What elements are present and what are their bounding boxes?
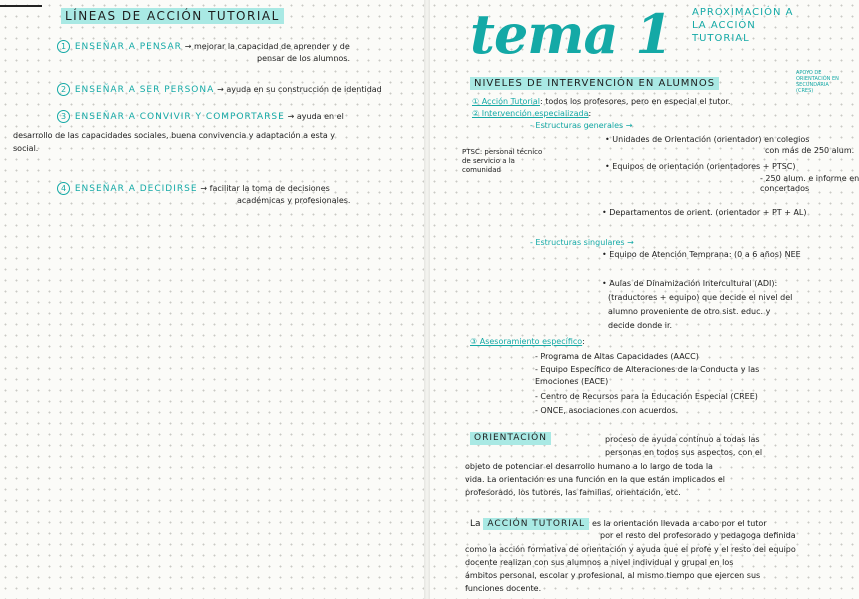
bullet-line: • Equipos de orientación (orientadores + PTSC)	[605, 162, 796, 171]
right-page	[430, 0, 859, 599]
bullet-line-cont: alumno proveniente de otro sist. educ. y	[608, 307, 771, 316]
ptsc-note: PTSC: personal técnico de servicio a la comunidad	[462, 148, 543, 174]
paragraph-line: es la orientación llevada a cabo por el tutor	[591, 519, 767, 528]
bullet-line-cont: (traductores + equipo) que decide el nivel del	[608, 293, 793, 302]
item-description-cont: pensar de los alumnos.	[257, 54, 351, 63]
subtitle-line: APROXIMACIÓN A	[692, 7, 794, 18]
left-page-title: LÍNEAS DE ACCIÓN TUTORIAL	[61, 8, 284, 24]
item-description: → ayuda en su construcción de identidad	[217, 85, 382, 94]
structure-singular: - Estructuras singulares →	[530, 238, 634, 247]
tema-subtitle	[692, 6, 793, 45]
list-item: - Centro de Recursos para la Educación Especial (CREE)	[535, 392, 758, 401]
section-heading: NIVELES DE INTERVENCIÓN EN ALUMNOS	[470, 77, 719, 90]
number-badge: 3	[57, 110, 70, 123]
level-label: ② Intervención especializada	[472, 109, 589, 118]
list-item	[13, 110, 417, 155]
number-badge: 1	[57, 40, 70, 53]
structure-general: - Estructuras generales →	[530, 121, 633, 130]
item-description-cont: académicas y profesionales.	[237, 196, 351, 205]
bullet-line: • Departamentos de orient. (orientador + PT + AL)	[602, 208, 807, 217]
paragraph-line: funciones docente.	[465, 584, 542, 593]
item-description: → ayuda en el	[287, 112, 344, 121]
bullet-line-cont: decide donde ir.	[608, 321, 673, 330]
level-label: ① Acción Tutorial	[472, 97, 540, 106]
margin-note: APOYO DE ORIENTACIÓN EN SECUNDARIA (CRES)	[796, 70, 839, 94]
item-heading: ENSEÑAR A DECIDIRSE	[74, 184, 198, 194]
paragraph-line: proceso de ayuda continuo a todas las	[605, 435, 760, 444]
level-1	[472, 96, 730, 107]
paragraph-line: vida. La orientación es una función en la que están implicados el	[465, 475, 726, 484]
paragraph-line: personas en todos sus aspectos, con el	[605, 448, 763, 457]
item-description: → mejorar la capacidad de aprender y de	[184, 42, 350, 51]
list-item	[57, 182, 350, 207]
list-item: - Programa de Altas Capacidades (AACC)	[535, 352, 699, 361]
list-item: - Equipo Específico de Alteraciones de la Conducta y las	[535, 365, 760, 374]
paragraph-line: ámbitos personal, escolar y profesional, al mismo tiempo que ejercen sus	[465, 571, 761, 580]
bullet-line-cont: con más de 250 alum.	[765, 146, 855, 155]
item-description-cont: desarrollo de las capacidades sociales, buena convivencia y adaptación a esta y social.	[13, 131, 336, 153]
bullet-line-cont: concertados	[760, 184, 810, 193]
accion-label: ACCIÓN TUTORIAL	[483, 518, 589, 530]
number-badge: 4	[57, 182, 70, 195]
accion-line	[470, 518, 767, 530]
paragraph-line: objeto de potenciar el desarrollo humano a lo largo de toda la	[465, 462, 713, 471]
level-3: ③ Asesoramiento específico:	[470, 337, 585, 346]
bullet-line: • Equipo de Atención Temprana: (0 a 6 años) NEE	[602, 250, 801, 259]
bullet-line-cont: - 250 alum. e informe en	[760, 174, 859, 183]
paragraph-line: por el resto del profesorado y pedagoga definida	[600, 531, 796, 540]
bullet-line: • Aulas de Dinamización Intercultural (ADI):	[602, 279, 778, 288]
subtitle-line: LA ACCIÓN	[692, 20, 756, 31]
orientacion-label: ORIENTACIÓN	[470, 432, 551, 445]
item-heading: ENSEÑAR A SER PERSONA	[74, 85, 215, 95]
number-badge: 2	[57, 83, 70, 96]
item-description: → facilitar la toma de decisiones	[200, 184, 330, 193]
left-page	[0, 0, 424, 599]
list-item: Emociones (EACE)	[535, 377, 609, 386]
level-text: : todos los profesores, pero en especial el tutor.	[539, 97, 731, 106]
list-item	[57, 83, 382, 96]
paragraph-line: docente realizan con sus alumnos a nivel individual y grupal en los	[465, 558, 734, 567]
paragraph-line: como la acción formativa de orientación y ayuda que el profe y el resto del equipo	[465, 545, 796, 554]
level-label: ③ Asesoramiento específico	[470, 337, 583, 346]
paragraph-line: profesorado, los tutores, las familias, orientación, etc.	[465, 488, 681, 497]
accion-prefix: La	[470, 519, 481, 529]
level-2: ② Intervención especializada:	[472, 109, 592, 118]
bullet-line: • Unidades de Orientación (orientador) en colegios	[605, 135, 810, 144]
subtitle-line: TUTORIAL	[692, 33, 750, 44]
list-item	[57, 40, 350, 65]
list-item: - ONCE, asociaciones con acuerdos.	[535, 406, 679, 415]
tema-title: tema 1	[470, 2, 672, 66]
item-heading: ENSEÑAR A PENSAR	[74, 42, 182, 52]
item-heading: ENSEÑAR A CONVIVIR Y COMPORTARSE	[74, 112, 285, 122]
